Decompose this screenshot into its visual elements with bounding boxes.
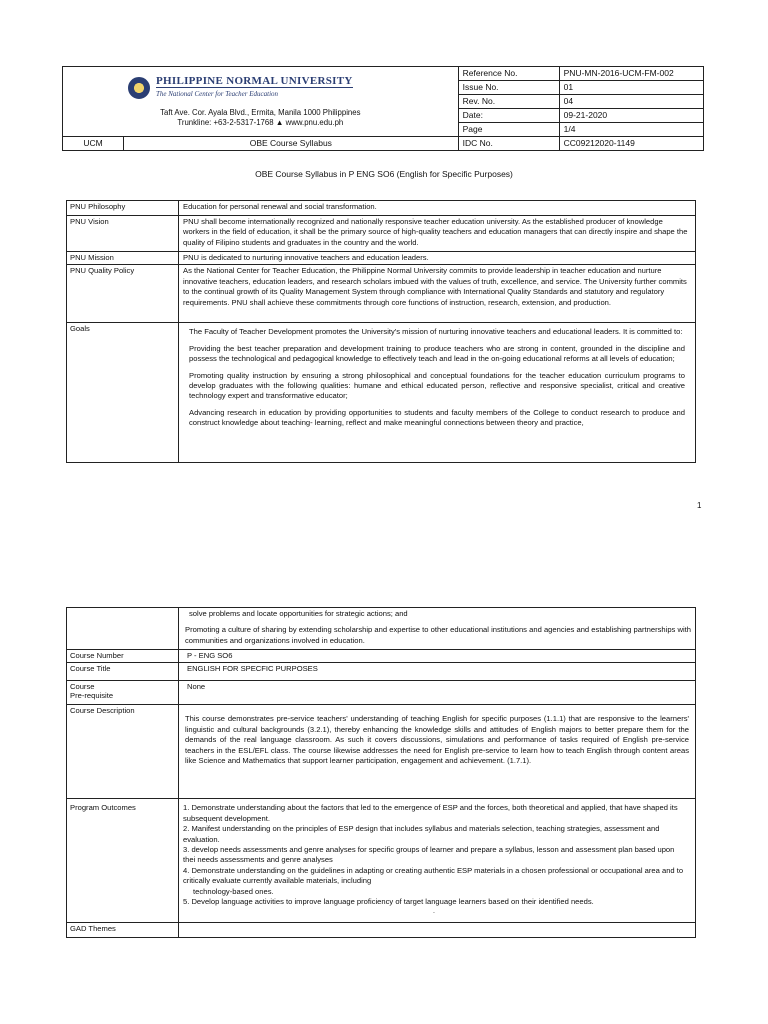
- goal-item: Advancing research in education by providing opportunities to students and faculty members of the College to conduct research to produce and construct knowledge about teaching- learning, reflect and make meaningful connections between theory and practice,: [189, 407, 685, 428]
- university-name: PHILIPPINE NORMAL UNIVERSITY: [155, 75, 353, 87]
- logo-cell: [63, 67, 459, 137]
- row-label: PNU Vision: [67, 216, 179, 252]
- table-row: [67, 799, 696, 923]
- meta-label: Issue No.: [458, 81, 559, 95]
- outcome-item: 2. Manifest understanding on the principles of ESP design that includes syllabus and materials selection, teaching strategies, assessment and evaluation.: [183, 824, 660, 844]
- row-label: [67, 681, 179, 705]
- row-label: PNU Philosophy: [67, 201, 179, 216]
- gad-themes-value: [179, 923, 696, 938]
- table-row: [67, 323, 696, 463]
- row-label: PNU Mission: [67, 252, 179, 265]
- table-row: [67, 216, 696, 252]
- outcome-item: 4. Demonstrate understanding on the guidelines in adapting or creating authentic ESP materials in a chosen professional or occupational area and to critically evaluate currently available materials, including: [183, 865, 684, 886]
- address: Taft Ave. Cor. Ayala Blvd., Ermita, Manila 1000 Philippines: [160, 108, 361, 117]
- outcome-item: 3. develop needs assessments and genre analyses for specific groups of learner and prepare a syllabus, lesson and assessment plan based upon thei needs assessments and genre analyses: [183, 845, 675, 865]
- document-header: [62, 66, 704, 151]
- table-row: [67, 681, 696, 705]
- meta-label: Date:: [458, 109, 559, 123]
- meta-label: Rev. No.: [458, 95, 559, 109]
- goals-cell: [179, 323, 696, 463]
- meta-value: 1/4: [559, 123, 703, 137]
- row-value: PNU shall become internationally recognized and nationally responsive teacher education university. As the established producer of knowledge workers in the field of education, it shall be the primary source of high-quality teachers and education managers that can directly inspire and shape the quality of Filipino students and graduates in the country and the world.: [179, 216, 696, 252]
- prerequisite-label-line2: Pre-requisite: [70, 691, 114, 701]
- row-label: GAD Themes: [67, 923, 179, 938]
- course-description: [179, 705, 696, 799]
- row-label: Course Title: [67, 663, 179, 681]
- table-row: [67, 923, 696, 938]
- course-description-text: This course demonstrates pre-service teachers' understanding of teaching English for specific purposes (1.1.1) that are responsive to the learners' linguistic and cultural backgrounds (3.2.1), thereby enhancing the knowledge skills and attitudes of English majors to better prepare them for the demands of the real language classroom. As such it covers discussions, simulations and performance of tasks required of English pre-service teachers in the ESL/EFL class. The course likewise addresses the need for English pre-service to learn how to teach English through content areas like Science and Mathematics that support learner participation, engagement and achievement. (1.7.1).: [185, 714, 689, 766]
- goals-intro: The Faculty of Teacher Development promotes the University's mission of nurturing innovative teachers and educational leaders. It is committed to:: [189, 327, 683, 337]
- meta-value: 04: [559, 95, 703, 109]
- goal-item: Promoting a culture of sharing by extending scholarship and expertise to other educational institutions and agencies and establishing partnerships with communities and organizations involved in education.: [185, 625, 691, 645]
- row-label: Course Number: [67, 650, 179, 663]
- outcome-item: 5. Develop language activities to improve language proficiency of target language learners based on their identified needs.: [183, 897, 594, 907]
- row-label: Course Description: [67, 705, 179, 799]
- course-title: ENGLISH FOR SPECFIC PURPOSES: [179, 663, 696, 681]
- row-label: [67, 608, 179, 650]
- meta-value: 09-21-2020: [559, 109, 703, 123]
- meta-label: Page: [458, 123, 559, 137]
- goal-item: Promoting quality instruction by ensuring a strong philosophical and conceptual foundations for the teacher education curriculum programs to develop graduates with the following qualities: humane and ethical educated person, reflective and responsive specialist, critical and creative technology expert and transformative educator;: [189, 370, 685, 401]
- table-row: [67, 252, 696, 265]
- course-number: P - ENG SO6: [179, 650, 696, 663]
- meta-value: CC09212020-1149: [559, 137, 703, 151]
- program-outcomes: [179, 799, 696, 923]
- university-subtitle: The National Center for Teacher Education: [156, 87, 353, 100]
- meta-label: Reference No.: [458, 67, 559, 81]
- outcome-item: 1. Demonstrate understanding about the factors that led to the emergence of ESP and the forces, both theoretical and applied, that have shaped its subsequent development.: [183, 803, 678, 823]
- institution-table: [66, 200, 696, 463]
- row-label: Program Outcomes: [67, 799, 179, 923]
- prerequisite-value: None: [179, 681, 696, 705]
- row-value: PNU is dedicated to nurturing innovative teachers and education leaders.: [179, 252, 696, 265]
- unit-cell: UCM: [63, 137, 124, 151]
- table-row: [67, 608, 696, 650]
- table-row: [67, 650, 696, 663]
- row-value: As the National Center for Teacher Education, the Philippine Normal University commits to provide leadership in teacher education and nurture innovative teachers, education leaders, and research scholars imbued with the values of truth, excellence, and service. The University further commits to the continual growth of its Quality Management System through compliance with International Quality Standards and statutory and regulatory requirements. PNU shall achieve these commitments through core functions of instruction, research, extension, and production.: [179, 265, 696, 323]
- trunkline: Trunkline: +63-2-5317-1768 ▲ www.pnu.edu.ph: [177, 118, 344, 127]
- goal-item: Providing the best teacher preparation and development training to produce teachers who are strong in content, grounded in the discipline and possess the technological and pedagogical knowledge to effectively teach and lead in the on-going educational reforms at all levels of education;: [189, 343, 685, 364]
- meta-label: IDC No.: [458, 137, 559, 151]
- row-value: Education for personal renewal and social transformation.: [179, 201, 696, 216]
- table-row: [67, 265, 696, 323]
- syllabus-title: OBE Course Syllabus in P ENG SO6 (English for Specific Purposes): [255, 169, 513, 179]
- row-label: PNU Quality Policy: [67, 265, 179, 323]
- tick-mark: .: [433, 908, 435, 916]
- university-logo: [27, 75, 454, 100]
- goal-item: solve problems and locate opportunities for strategic actions; and: [189, 609, 408, 618]
- table-row: [67, 663, 696, 681]
- pnu-seal-icon: [128, 77, 150, 99]
- meta-value: 01: [559, 81, 703, 95]
- prerequisite-label-line1: Course: [70, 682, 95, 692]
- meta-value: PNU-MN-2016-UCM-FM-002: [559, 67, 703, 81]
- outcome-item: technology-based ones.: [193, 886, 274, 896]
- goals-continued-cell: [179, 608, 696, 650]
- doc-title-cell: OBE Course Syllabus: [124, 137, 459, 151]
- course-table: [66, 607, 696, 938]
- table-row: [67, 705, 696, 799]
- table-row: [67, 201, 696, 216]
- page-number: 1: [697, 501, 702, 510]
- row-label: Goals: [67, 323, 179, 463]
